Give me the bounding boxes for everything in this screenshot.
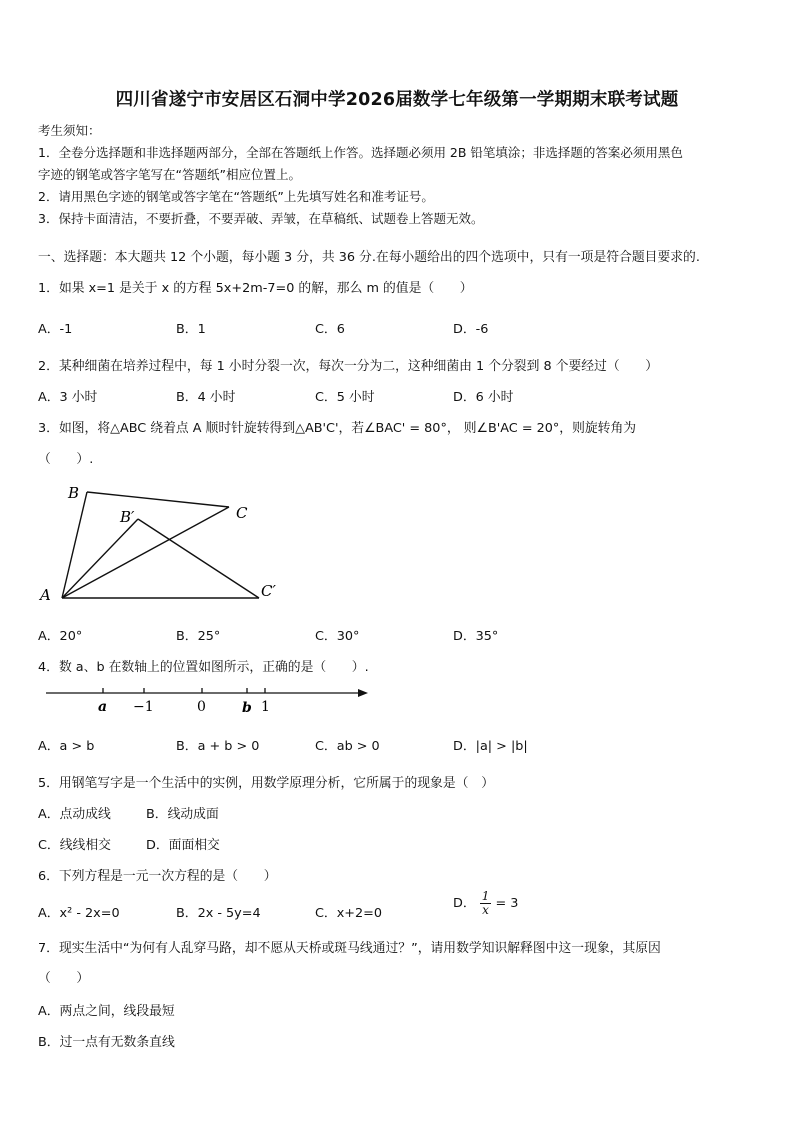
label-b: B [68, 484, 80, 502]
number-line-figure [40, 682, 380, 716]
question-2-option-d[interactable]: D．6 小时 [453, 390, 514, 405]
option-d-letter: D． [453, 896, 476, 911]
question-6-option-c[interactable]: C．x+2=0 [315, 906, 383, 921]
question-7-option-a[interactable]: A．两点之间，线段最短 [38, 1004, 175, 1019]
question-1-option-c[interactable]: C．6 [315, 322, 345, 337]
question-1-option-d[interactable]: D．-6 [453, 322, 489, 337]
question-4-stem: 4．数 a、b 在数轴上的位置如图所示，正确的是（ ）. [38, 660, 369, 675]
question-7-stem-cont: （ ） [38, 971, 90, 986]
rotation-triangle-figure [30, 478, 290, 608]
axis-label-one: 1 [261, 699, 270, 715]
section-heading: 一、选择题：本大题共 12 个小题，每小题 3 分，共 36 分.在每小题给出的四个选项中，只有一项是符合题目要求的. [38, 250, 700, 265]
question-1-stem: 1．如果 x=1 是关于 x 的方程 5x+2m-7=0 的解，那么 m 的值是（ ） [38, 281, 473, 296]
segment-ab-prime [62, 519, 138, 598]
question-2-option-b[interactable]: B．4 小时 [176, 390, 236, 405]
question-2-option-a[interactable]: A．3 小时 [38, 390, 98, 405]
question-2-option-c[interactable]: C．5 小时 [315, 390, 375, 405]
page-title: 四川省遂宁市安居区石洞中学2026届数学七年级第一学期期末联考试题 [115, 90, 679, 110]
notice-item-1-cont: 字迹的钢笔或答字笔写在“答题纸”相应位置上。 [38, 167, 301, 182]
fraction-one-over-x [480, 890, 492, 917]
label-a: A [40, 586, 51, 604]
notice-heading: 考生须知： [38, 123, 101, 138]
notice-item-3: 3．保持卡面清洁，不要折叠，不要弄破、弄皱，在草稿纸、试题卷上答题无效。 [38, 211, 484, 226]
question-3-stem: 3．如图，将△ABC 绕着点 A 顺时针旋转得到△AB'C'，若∠BAC' = 80°， 则∠B'AC = 20°，则旋转角为 [38, 421, 637, 436]
axis-label-zero: 0 [197, 699, 206, 715]
question-3-option-a[interactable]: A．20° [38, 629, 83, 644]
question-6-option-b[interactable]: B．2x - 5y=4 [176, 906, 261, 921]
question-3-option-d[interactable]: D．35° [453, 629, 499, 644]
notice-item-2: 2．请用黑色字迹的钢笔或答字笔在“答题纸”上先填写姓名和准考证号。 [38, 189, 434, 204]
axis-arrow-icon [358, 689, 368, 697]
label-b-prime: B′ [120, 508, 135, 526]
question-5-option-b[interactable]: B．线动成面 [146, 807, 219, 822]
question-4-option-c[interactable]: C．ab > 0 [315, 739, 380, 754]
fraction-numerator: 1 [481, 889, 490, 903]
question-4-option-a[interactable]: A．a > b [38, 739, 95, 754]
axis-label-b: b [242, 700, 252, 716]
fraction-denominator: x [482, 903, 489, 917]
question-5-stem: 5．用钢笔写字是一个生活中的实例，用数学原理分析，它所属于的现象是（ ） [38, 776, 495, 791]
question-7-option-b[interactable]: B．过一点有无数条直线 [38, 1035, 175, 1050]
question-3-option-c[interactable]: C．30° [315, 629, 360, 644]
segment-bc [87, 492, 229, 507]
label-c: C [236, 504, 248, 522]
axis-label-minus-one: −1 [133, 699, 154, 715]
notice-item-1: 1．全卷分选择题和非选择题两部分，全部在答题纸上作答。选择题必须用 2B 铅笔填涂；非选择题的答案必须用黑色 [38, 145, 683, 160]
segment-b-prime-c-prime [138, 519, 259, 598]
question-2-stem: 2．某种细菌在培养过程中，每 1 小时分裂一次，每次一分为二，这种细菌由 1 个分裂到 8 个要经过（ ） [38, 359, 659, 374]
question-6-stem: 6．下列方程是一元一次方程的是（ ） [38, 869, 277, 884]
question-5-option-d[interactable]: D．面面相交 [146, 838, 220, 853]
question-1-option-a[interactable]: A．-1 [38, 322, 73, 337]
question-4-option-b[interactable]: B．a + b > 0 [176, 739, 260, 754]
fraction-rhs: = 3 [495, 896, 519, 911]
question-4-option-d[interactable]: D．|a| > |b| [453, 739, 528, 754]
question-1-option-b[interactable]: B．1 [176, 322, 206, 337]
question-7-stem: 7．现实生活中“为何有人乱穿马路，却不愿从天桥或斑马线通过？”，请用数学知识解释图中这一现象，其原因 [38, 941, 661, 956]
label-c-prime: C′ [261, 582, 276, 600]
question-3-stem-cont: （ ）. [38, 452, 94, 467]
question-3-option-b[interactable]: B．25° [176, 629, 221, 644]
segment-ab [62, 492, 87, 598]
question-5-option-c[interactable]: C．线线相交 [38, 838, 111, 853]
question-6-option-d[interactable] [453, 890, 518, 917]
question-5-option-a[interactable]: A．点动成线 [38, 807, 111, 822]
question-6-option-a[interactable]: A．x² - 2x=0 [38, 906, 120, 921]
segment-ac [62, 507, 229, 598]
axis-label-a: a [98, 699, 108, 715]
